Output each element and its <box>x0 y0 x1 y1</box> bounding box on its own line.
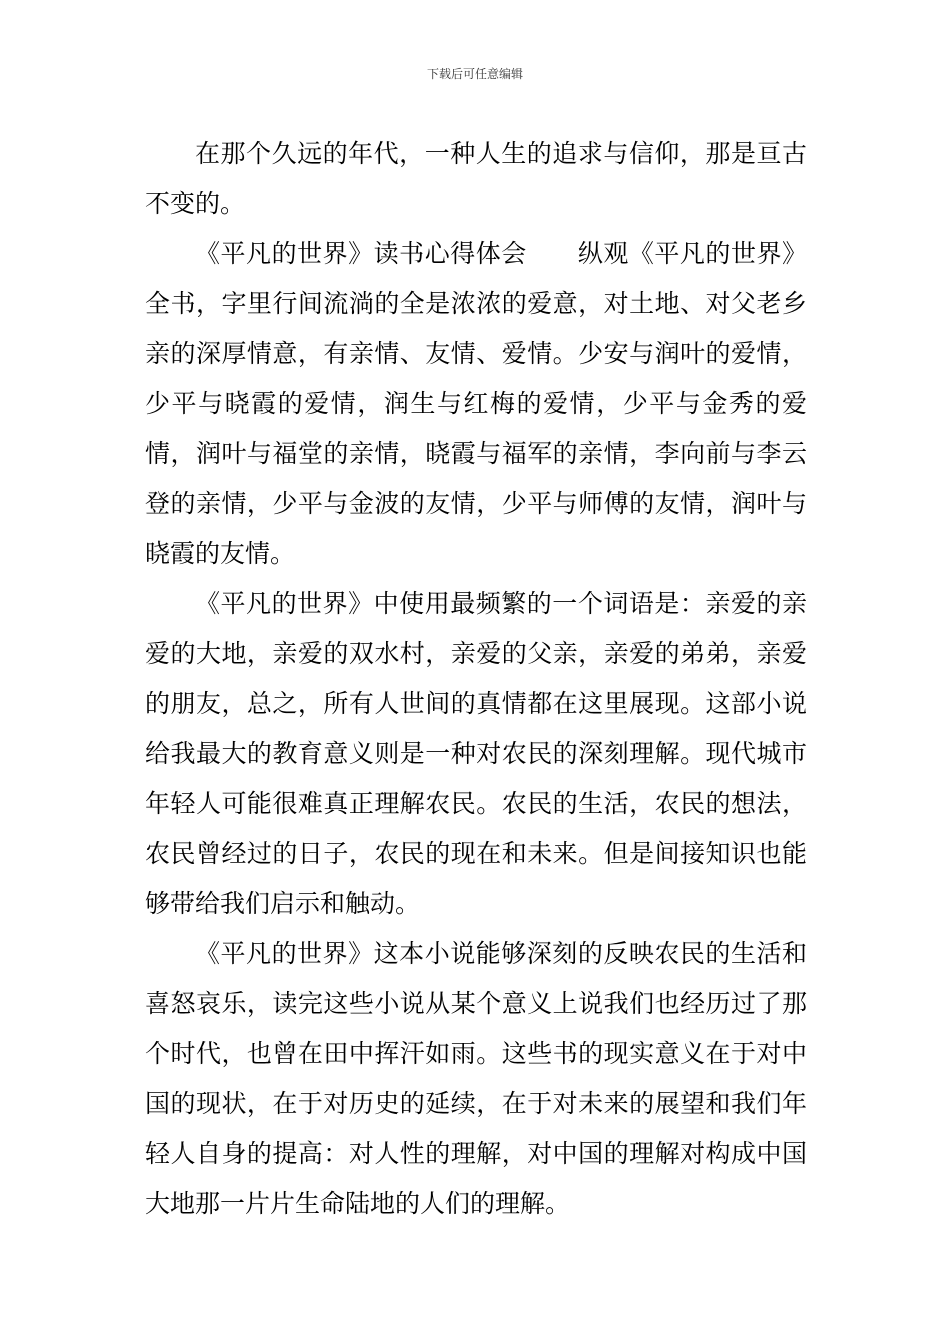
paragraph: 《平凡的世界》这本小说能够深刻的反映农民的生活和喜怒哀乐，读完这些小说从某个意义上说我们也经历过了那个时代，也曾在田中挥汗如雨。这些书的现实意义在于对中国的现状，在于对历史的延续，在于对未来的展望和我们年轻人自身的提高：对人性的理解，对中国的理解对构成中国大地那一片片生命陆地的人们的理解。 <box>145 939 807 1218</box>
paragraph: 《平凡的世界》读书心得体会 纵观《平凡的世界》全书，字里行间流淌的全是浓浓的爱意，对土地、对父老乡亲的深厚情意，有亲情、友情、爱情。少安与润叶的爱情，少平与晓霞的爱情，润生与红梅的爱情，少平与金秀的爱情，润叶与福堂的亲情，晓霞与福军的亲情，李向前与李云登的亲情，少平与金波的友情，少平与师傅的友情，润叶与晓霞的友情。 <box>145 239 807 568</box>
paragraph: 在那个久远的年代，一种人生的追求与信仰，那是亘古不变的。 <box>145 139 807 218</box>
document-body <box>145 129 807 1229</box>
page-header-note: 下载后可任意编辑 <box>426 67 523 81</box>
paragraph: 《平凡的世界》中使用最频繁的一个词语是：亲爱的亲爱的大地，亲爱的双水村，亲爱的父亲，亲爱的弟弟，亲爱的朋友，总之，所有人世间的真情都在这里展现。这部小说给我最大的教育意义则是一种对农民的深刻理解。现代城市年轻人可能很难真正理解农民。农民的生活，农民的想法，农民曾经过的日子，农民的现在和未来。但是间接知识也能够带给我们启示和触动。 <box>145 589 807 918</box>
